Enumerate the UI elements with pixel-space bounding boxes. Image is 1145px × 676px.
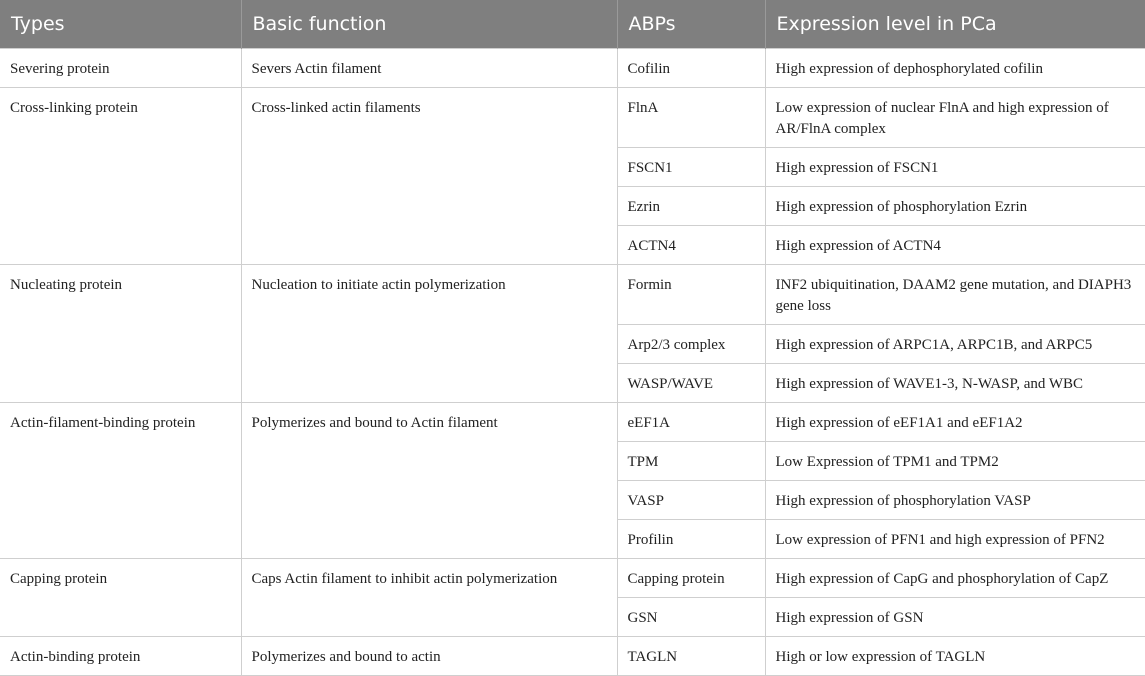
expression-cell: High expression of phosphorylation VASP	[765, 481, 1145, 520]
expression-cell: Low expression of nuclear FlnA and high expression of AR/FlnA complex	[765, 88, 1145, 148]
expression-cell: High expression of CapG and phosphorylation of CapZ	[765, 559, 1145, 598]
table-row	[0, 403, 1145, 442]
expression-cell: High or low expression of TAGLN	[765, 637, 1145, 676]
header-row	[0, 0, 1145, 49]
expression-cell: High expression of ACTN4	[765, 226, 1145, 265]
abp-cell: WASP/WAVE	[617, 364, 765, 403]
expression-cell: High expression of ARPC1A, ARPC1B, and ARPC5	[765, 325, 1145, 364]
table-row	[0, 265, 1145, 325]
abp-cell: Profilin	[617, 520, 765, 559]
type-cell: Capping protein	[0, 559, 241, 637]
abp-cell: Arp2/3 complex	[617, 325, 765, 364]
table-row	[0, 88, 1145, 148]
expression-cell: High expression of GSN	[765, 598, 1145, 637]
expression-cell: Low Expression of TPM1 and TPM2	[765, 442, 1145, 481]
expression-cell: Low expression of PFN1 and high expression of PFN2	[765, 520, 1145, 559]
header-expression-level: Expression level in PCa	[765, 0, 1145, 49]
abp-cell: Capping protein	[617, 559, 765, 598]
expression-cell: INF2 ubiquitination, DAAM2 gene mutation, and DIAPH3 gene loss	[765, 265, 1145, 325]
expression-cell: High expression of FSCN1	[765, 148, 1145, 187]
abp-cell: FSCN1	[617, 148, 765, 187]
expression-cell: High expression of eEF1A1 and eEF1A2	[765, 403, 1145, 442]
function-cell: Nucleation to initiate actin polymerization	[241, 265, 617, 403]
expression-cell: High expression of phosphorylation Ezrin	[765, 187, 1145, 226]
header-abps: ABPs	[617, 0, 765, 49]
abp-cell: Formin	[617, 265, 765, 325]
abp-cell: eEF1A	[617, 403, 765, 442]
abp-cell: Cofilin	[617, 49, 765, 88]
type-cell: Nucleating protein	[0, 265, 241, 403]
function-cell: Cross-linked actin filaments	[241, 88, 617, 265]
function-cell: Caps Actin filament to inhibit actin polymerization	[241, 559, 617, 637]
function-cell: Severs Actin filament	[241, 49, 617, 88]
table-row	[0, 49, 1145, 88]
abp-cell: Ezrin	[617, 187, 765, 226]
table-body	[0, 49, 1145, 676]
abp-cell: TAGLN	[617, 637, 765, 676]
function-cell: Polymerizes and bound to actin	[241, 637, 617, 676]
type-cell: Cross-linking protein	[0, 88, 241, 265]
abp-cell: FlnA	[617, 88, 765, 148]
type-cell: Actin-filament-binding protein	[0, 403, 241, 559]
expression-cell: High expression of dephosphorylated cofilin	[765, 49, 1145, 88]
type-cell: Severing protein	[0, 49, 241, 88]
abp-cell: VASP	[617, 481, 765, 520]
abp-cell: ACTN4	[617, 226, 765, 265]
type-cell: Actin-binding protein	[0, 637, 241, 676]
function-cell: Polymerizes and bound to Actin filament	[241, 403, 617, 559]
expression-cell: High expression of WAVE1-3, N-WASP, and WBC	[765, 364, 1145, 403]
header-basic-function: Basic function	[241, 0, 617, 49]
abp-cell: GSN	[617, 598, 765, 637]
table-header	[0, 0, 1145, 49]
table-row	[0, 637, 1145, 676]
table-row	[0, 559, 1145, 598]
abp-cell: TPM	[617, 442, 765, 481]
header-types: Types	[0, 0, 241, 49]
